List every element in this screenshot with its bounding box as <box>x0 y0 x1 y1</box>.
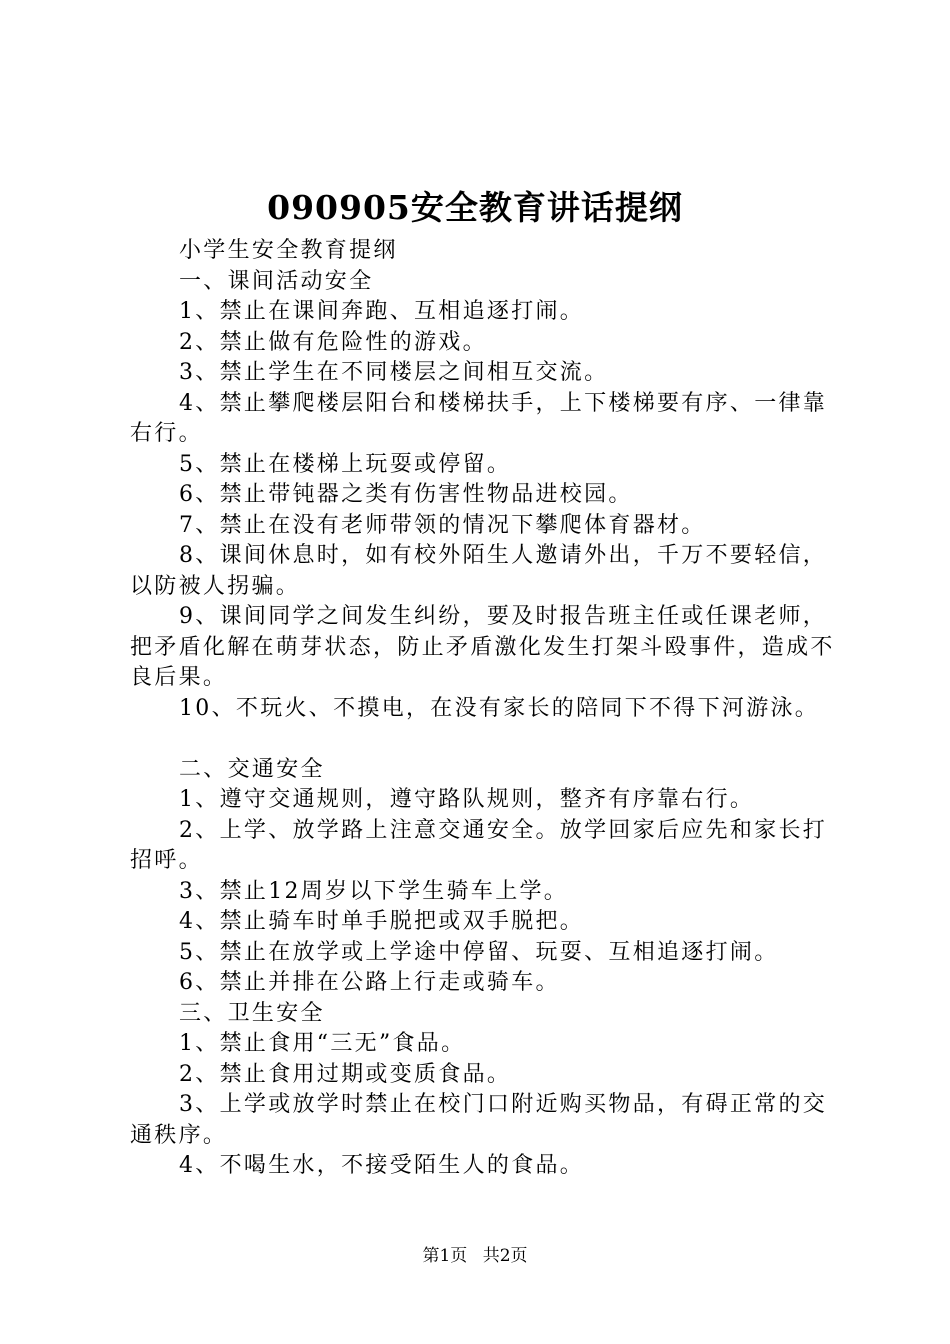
paragraph: 10、不玩火、不摸电，在没有家长的陪同下不得下河游泳。 <box>179 695 820 721</box>
paragraph: 6、禁止带钝器之类有伤害性物品进校园。 <box>179 482 633 507</box>
paragraph: 2、上学、放学路上注意交通安全。放学回家后应先和家长打招呼。 <box>130 817 828 873</box>
page-number: 第1页 <box>422 1246 468 1266</box>
paragraph: 4、禁止攀爬楼层阳台和楼梯扶手，上下楼梯要有序、一律靠右行。 <box>130 390 828 446</box>
paragraph: 小学生安全教育提纲 <box>179 238 398 263</box>
paragraph: 1、禁止食用“三无”食品。 <box>179 1031 466 1056</box>
document-title: 090905安全教育讲话提纲 <box>267 188 683 227</box>
paragraph: 4、不喝生水，不接受陌生人的食品。 <box>179 1153 585 1178</box>
paragraph: 一、课间活动安全 <box>179 268 374 294</box>
paragraph: 3、禁止12周岁以下学生骑车上学。 <box>179 878 569 904</box>
paragraph: 二、交通安全 <box>179 756 325 782</box>
paragraph-spacer <box>130 724 850 755</box>
paragraph: 9、课间同学之间发生纠纷，要及时报告班主任或任课老师，把矛盾化解在萌芽状态，防止矛盾激化发生打架斗殴事件，造成不良后果。 <box>130 604 835 690</box>
paragraph: 1、禁止在课间奔跑、互相追逐打闹。 <box>179 299 585 324</box>
page-footer <box>0 1244 950 1268</box>
paragraph: 1、遵守交通规则，遵守路队规则，整齐有序靠右行。 <box>179 787 755 812</box>
page-total: 共2页 <box>482 1246 528 1266</box>
paragraph: 6、禁止并排在公路上行走或骑车。 <box>179 970 560 995</box>
paragraph: 三、卫生安全 <box>179 1000 325 1026</box>
paragraph: 5、禁止在楼梯上玩耍或停留。 <box>179 451 512 477</box>
paragraph: 3、禁止学生在不同楼层之间相互交流。 <box>179 360 609 385</box>
document-body <box>130 236 850 1182</box>
paragraph: 7、禁止在没有老师带领的情况下攀爬体育器材。 <box>179 512 706 538</box>
paragraph: 2、禁止食用过期或变质食品。 <box>179 1061 512 1087</box>
paragraph: 8、课间休息时，如有校外陌生人邀请外出，千万不要轻信，以防被人拐骗。 <box>130 543 828 599</box>
paragraph: 3、上学或放学时禁止在校门口附近购买物品，有碍正常的交通秩序。 <box>130 1092 828 1148</box>
paragraph: 2、禁止做有危险性的游戏。 <box>179 329 487 355</box>
paragraph: 5、禁止在放学或上学途中停留、玩耍、互相追逐打闹。 <box>179 939 779 965</box>
paragraph: 4、禁止骑车时单手脱把或双手脱把。 <box>179 909 585 934</box>
